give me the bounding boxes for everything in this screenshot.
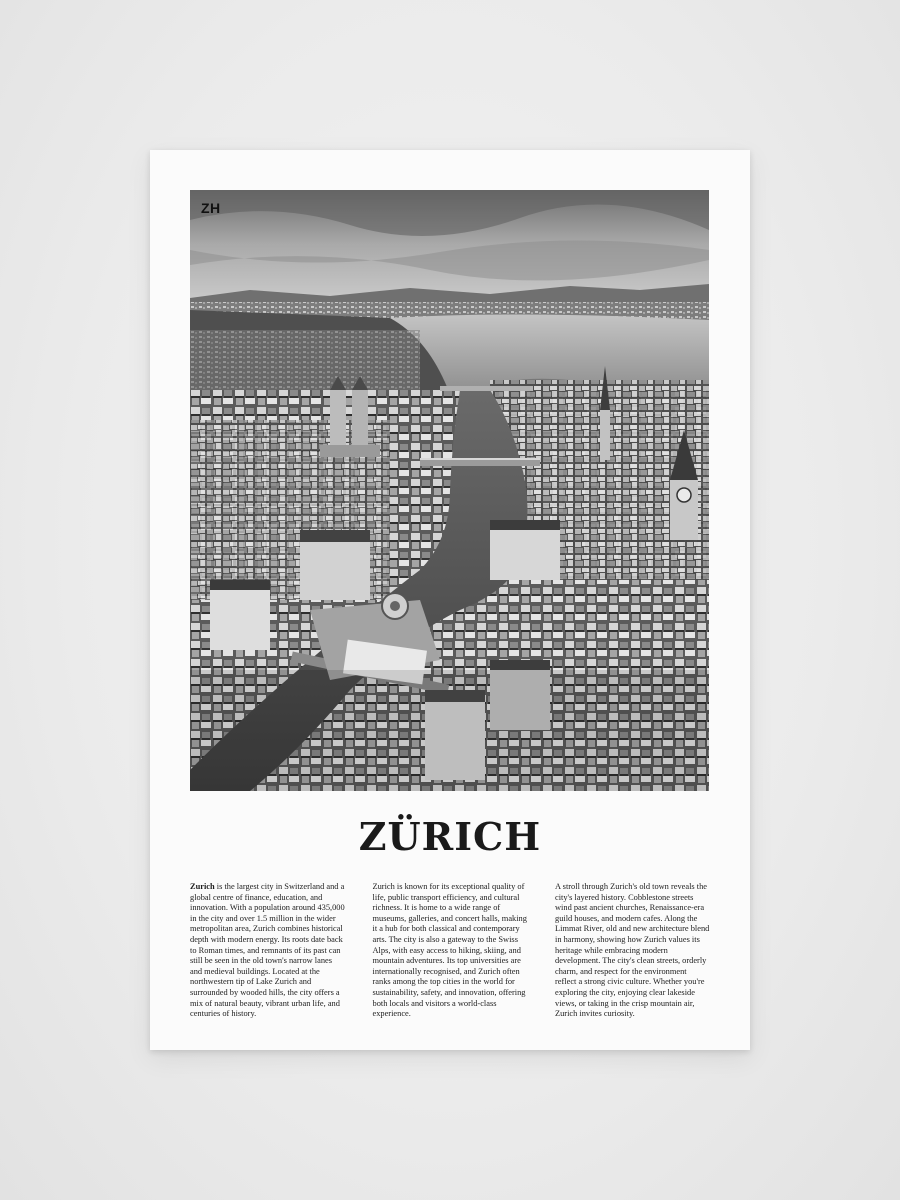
column-text: A stroll through Zurich's old town reveals the city's layered history. Cobblestone streets wind past ancient churches, Renaissance-era guild houses, and modern cafes. Along the Limmat River, old and new architecture blend in harmony, showing how Zurich values its heritage while embracing modern development. The city's clean streets, orderly charm, and respect for the environment reflect a strong civic culture. Whether you're exploring the city, enjoying clear lakeside views, or taking in the crisp mountain air, Zurich invites curiosity. xyxy=(555,882,710,1019)
column-lead: Zurich xyxy=(190,882,215,891)
photo-tag: ZH xyxy=(201,200,221,216)
column-text: is the largest city in Switzerland and a global centre of finance, education, and innovation. With a population around 435,000 in the city and over 1.5 million in the wider metropolitan area, Zurich combines historical depth with modern energy. Its roots date back to Roman times, and remnants of its past can still be seen in the old town's narrow lanes and medieval buildings. Located at the northwestern tip of Lake Zurich and surrounded by wooded hills, the city offers a mix of natural beauty, vibrant urban life, and centuries of history. xyxy=(190,882,345,1019)
description-columns xyxy=(190,882,710,1020)
poster xyxy=(150,150,750,1050)
city-aerial-photo xyxy=(190,190,709,791)
city-aerial-illustration xyxy=(190,190,709,791)
column-text: Zurich is known for its exceptional quality of life, public transport efficiency, and cultural richness. It is home to a wide range of museums, galleries, and concert halls, making it a hub for both classical and contemporary arts. The city is also a gateway to the Swiss Alps, with easy access to hiking, skiing, and mountain adventures. Its top universities are internationally recognised, and Zurich often ranks among the top cities in the world for sustainability, safety, and innovation, offering both locals and visitors a world-class experience. xyxy=(372,882,527,1019)
description-column-1 xyxy=(190,882,345,1020)
description-column-3 xyxy=(555,882,710,1020)
poster-title: ZÜRICH xyxy=(358,814,542,859)
description-column-2 xyxy=(373,882,528,1020)
